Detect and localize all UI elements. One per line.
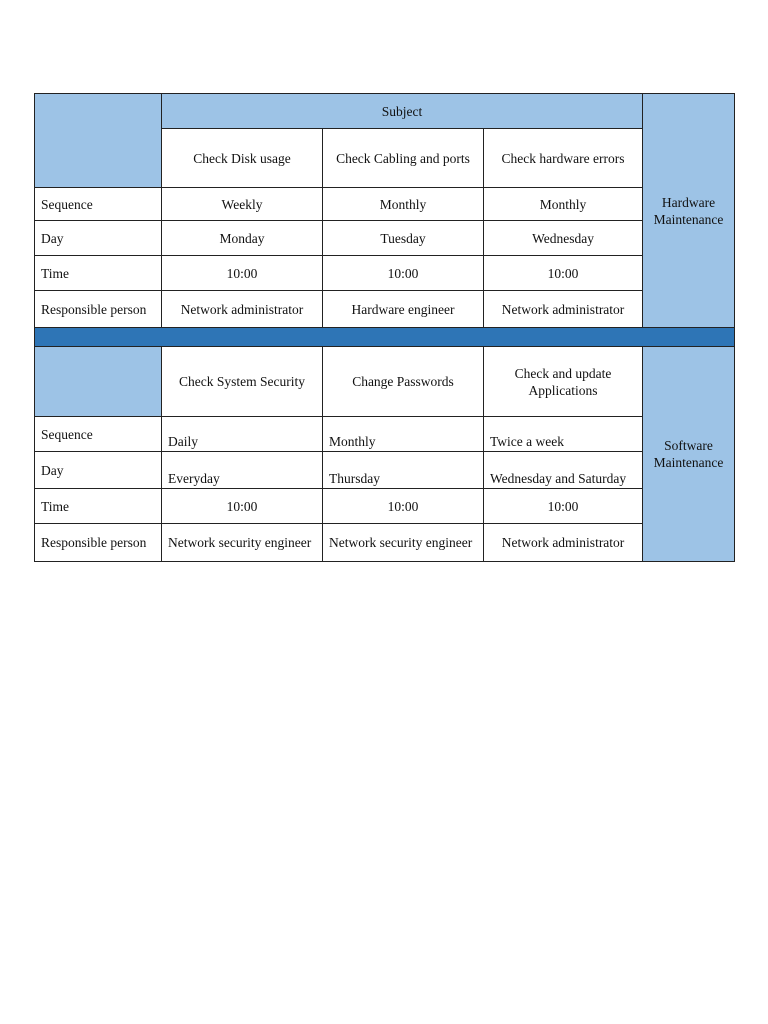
table-row	[35, 489, 735, 524]
table-cell: Wednesday and Saturday	[484, 452, 643, 489]
task-header: Check Cabling and ports	[323, 129, 484, 188]
table-cell: Monthly	[484, 188, 643, 221]
task-header: Check and update Applications	[484, 347, 643, 417]
table-cell: 10:00	[484, 256, 643, 291]
table-cell: Weekly	[162, 188, 323, 221]
row-label: Time	[35, 256, 162, 291]
table-cell: Twice a week	[484, 417, 643, 452]
task-header: Change Passwords	[323, 347, 484, 417]
hardware-maintenance-label: Hardware Maintenance	[643, 94, 735, 328]
row-label: Sequence	[35, 188, 162, 221]
table-cell: 10:00	[162, 256, 323, 291]
table-cell: Network security engineer	[162, 524, 323, 562]
table-row	[35, 417, 735, 452]
table-cell: Thursday	[323, 452, 484, 489]
software-task-row	[35, 347, 735, 417]
task-header: Check Disk usage	[162, 129, 323, 188]
row-label: Day	[35, 221, 162, 256]
hardware-subject-row	[35, 94, 735, 129]
table-row	[35, 524, 735, 562]
task-header: Check System Security	[162, 347, 323, 417]
table-cell: Monday	[162, 221, 323, 256]
table-row	[35, 256, 735, 291]
section-separator	[35, 328, 735, 347]
software-corner-cell	[35, 347, 162, 417]
subject-header: Subject	[162, 94, 643, 129]
row-label: Responsible person	[35, 291, 162, 328]
table-cell: 10:00	[323, 256, 484, 291]
table-row	[35, 221, 735, 256]
maintenance-schedule-table	[34, 93, 735, 562]
task-header: Check hardware errors	[484, 129, 643, 188]
software-maintenance-label: Software Maintenance	[643, 347, 735, 562]
table-cell: Daily	[162, 417, 323, 452]
row-label: Day	[35, 452, 162, 489]
table-cell: Everyday	[162, 452, 323, 489]
table-cell: Network security engineer	[323, 524, 484, 562]
table-row	[35, 291, 735, 328]
table-cell: Network administrator	[162, 291, 323, 328]
table-cell: Monthly	[323, 188, 484, 221]
table-cell: Monthly	[323, 417, 484, 452]
row-label: Responsible person	[35, 524, 162, 562]
hardware-corner-cell	[35, 94, 162, 188]
table-cell: 10:00	[323, 489, 484, 524]
section-separator-row	[35, 328, 735, 347]
table-cell: 10:00	[162, 489, 323, 524]
table-row	[35, 452, 735, 489]
table-cell: Wednesday	[484, 221, 643, 256]
table-cell: Network administrator	[484, 524, 643, 562]
table-row	[35, 188, 735, 221]
table-cell: Tuesday	[323, 221, 484, 256]
table-cell: 10:00	[484, 489, 643, 524]
row-label: Time	[35, 489, 162, 524]
table-cell: Network administrator	[484, 291, 643, 328]
row-label: Sequence	[35, 417, 162, 452]
table-cell: Hardware engineer	[323, 291, 484, 328]
